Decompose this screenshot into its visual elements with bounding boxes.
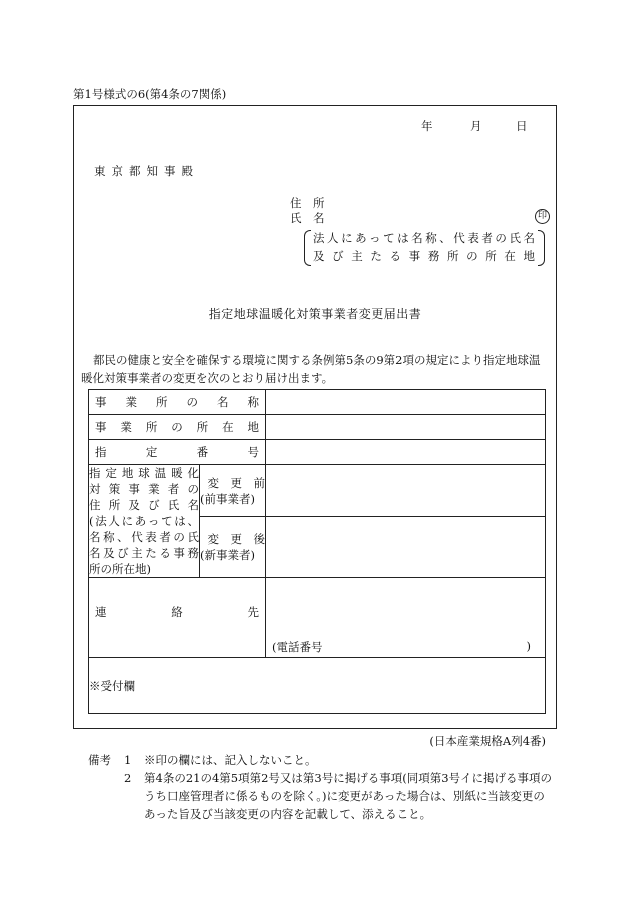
designation-number-field[interactable] [266, 440, 546, 465]
right-bracket [538, 230, 545, 266]
date-month-label: 月 [470, 119, 482, 133]
form-table [88, 389, 546, 714]
form-code: 第1号様式の6(第4条の7関係) [73, 87, 227, 101]
office-name-field[interactable] [266, 390, 546, 415]
corporate-note-line2: 及び主たる事務所の所在地 [313, 249, 535, 263]
receipt-box [89, 658, 546, 714]
receipt-label: ※受付欄 [89, 678, 135, 693]
date-year-label: 年 [421, 119, 433, 133]
address-label: 住 所 [290, 196, 325, 210]
date-day-label: 日 [516, 119, 528, 133]
document-title: 指定地球温暖化対策事業者変更届出書 [208, 307, 422, 321]
phone-close: ) [526, 639, 531, 653]
name-label: 氏 名 [290, 211, 325, 225]
table-row [89, 415, 546, 440]
office-name-label: 事業所の名称 [89, 390, 266, 415]
contact-label: 連絡先 [89, 578, 266, 658]
addressee: 東京都知事殿 [94, 164, 199, 178]
operator-label: 指定地球温暖化 対策事業者の 住所及び氏名 (法人にあっては、 名称、代表者の氏 名及び主たる事務 所の所在地) [89, 466, 199, 576]
left-bracket [304, 230, 311, 266]
table-row [89, 440, 546, 465]
before-change-field[interactable] [266, 465, 546, 517]
remarks [88, 751, 558, 823]
remarks-label: 備考 [88, 753, 111, 767]
corporate-note-line1: 法人にあっては名称、代表者の氏名 [313, 231, 535, 245]
intro-paragraph: 都民の健康と安全を確保する環境に関する条例第5条の9第2項の規定により指定地球温暖化対策事業者の変更を次のとおり届け出ます。 [81, 353, 541, 385]
phone-label: (電話番号 [272, 640, 323, 654]
table-row [89, 578, 546, 658]
office-location-field[interactable] [266, 415, 546, 440]
remark-number: 1 [124, 753, 132, 767]
table-row [89, 390, 546, 415]
before-change-label: 変 更 前 (前事業者) [200, 465, 266, 517]
after-change-field[interactable] [266, 517, 546, 578]
seal-icon: 印 [535, 209, 550, 224]
paper-size-note: (日本産業規格A列4番) [429, 734, 546, 748]
table-row [89, 658, 546, 714]
remark-number: 2 [124, 771, 132, 785]
remark-text: ※印の欄には、記入しないこと。 [144, 753, 317, 767]
office-location-label: 事業所の所在地 [89, 415, 266, 440]
designation-number-label: 指定番号 [89, 440, 266, 465]
remark-text: 第4条の21の4第5項第2号又は第3号に掲げる事項(同項第3号イに掲げる事項のうち口座管理者に係るものを除く。)に変更があった場合は、別紙に当該変更のあった旨及び当該変更の内容を記載して、添えること。 [144, 771, 553, 821]
table-row [89, 465, 546, 517]
contact-field[interactable] [266, 578, 546, 658]
after-change-label: 変 更 後 (新事業者) [200, 517, 266, 578]
